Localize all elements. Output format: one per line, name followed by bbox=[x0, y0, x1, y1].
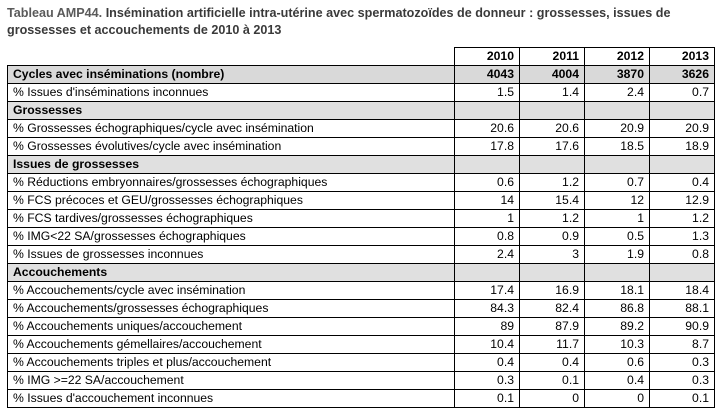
value-cell: 1.2 bbox=[520, 210, 585, 228]
value-cell: 0.1 bbox=[650, 390, 715, 408]
value-cell: 10.3 bbox=[585, 336, 650, 354]
table-row bbox=[8, 174, 715, 192]
value-cell: 0.7 bbox=[650, 84, 715, 102]
table-row bbox=[8, 120, 715, 138]
value-cell: 1.4 bbox=[520, 84, 585, 102]
value-cell: 0.8 bbox=[455, 228, 520, 246]
value-cell: 0.4 bbox=[585, 372, 650, 390]
value-cell: 10.4 bbox=[455, 336, 520, 354]
section-header-row bbox=[8, 156, 715, 174]
value-cell: 0.6 bbox=[455, 174, 520, 192]
value-cell: 1.2 bbox=[520, 174, 585, 192]
value-cell: 17.8 bbox=[455, 138, 520, 156]
value-cell: 11.7 bbox=[520, 336, 585, 354]
year-header-cell: 2010 bbox=[455, 48, 520, 66]
value-cell bbox=[585, 156, 650, 174]
row-label-cell: % IMG >=22 SA/accouchement bbox=[8, 372, 455, 390]
table-row bbox=[8, 318, 715, 336]
value-cell: 18.4 bbox=[650, 282, 715, 300]
data-table bbox=[7, 47, 715, 408]
value-cell: 18.9 bbox=[650, 138, 715, 156]
table-row bbox=[8, 354, 715, 372]
table-row bbox=[8, 228, 715, 246]
value-cell: 4043 bbox=[455, 66, 520, 84]
value-cell: 20.9 bbox=[585, 120, 650, 138]
value-cell bbox=[650, 264, 715, 282]
table-row bbox=[8, 372, 715, 390]
table-row bbox=[8, 192, 715, 210]
value-cell: 20.6 bbox=[520, 120, 585, 138]
row-label-cell: % IMG<22 SA/grossesses échographiques bbox=[8, 228, 455, 246]
value-cell: 0.4 bbox=[455, 354, 520, 372]
value-cell: 0.3 bbox=[650, 354, 715, 372]
value-cell bbox=[520, 264, 585, 282]
value-cell: 0 bbox=[585, 390, 650, 408]
value-cell: 20.9 bbox=[650, 120, 715, 138]
value-cell bbox=[455, 264, 520, 282]
value-cell: 20.6 bbox=[455, 120, 520, 138]
row-label-cell: Accouchements bbox=[8, 264, 455, 282]
value-cell: 1.3 bbox=[650, 228, 715, 246]
value-cell: 0.1 bbox=[520, 372, 585, 390]
value-cell: 0.1 bbox=[455, 390, 520, 408]
table-row bbox=[8, 390, 715, 408]
row-label-cell: Cycles avec inséminations (nombre) bbox=[8, 66, 455, 84]
value-cell: 0.4 bbox=[520, 354, 585, 372]
value-cell: 0.6 bbox=[585, 354, 650, 372]
value-cell bbox=[520, 102, 585, 120]
value-cell: 15.4 bbox=[520, 192, 585, 210]
row-label-cell: % Issues de grossesses inconnues bbox=[8, 246, 455, 264]
header-blank-cell bbox=[8, 48, 455, 66]
year-header-cell: 2012 bbox=[585, 48, 650, 66]
value-cell: 0.4 bbox=[650, 174, 715, 192]
value-cell: 1.9 bbox=[585, 246, 650, 264]
year-header-cell: 2011 bbox=[520, 48, 585, 66]
value-cell: 1.2 bbox=[650, 210, 715, 228]
value-cell: 3626 bbox=[650, 66, 715, 84]
table-row bbox=[8, 282, 715, 300]
value-cell bbox=[455, 102, 520, 120]
value-cell: 82.4 bbox=[520, 300, 585, 318]
value-cell: 87.9 bbox=[520, 318, 585, 336]
value-cell bbox=[455, 156, 520, 174]
value-cell bbox=[585, 264, 650, 282]
value-cell: 0.8 bbox=[650, 246, 715, 264]
value-cell: 14 bbox=[455, 192, 520, 210]
row-label-cell: % Accouchements/cycle avec insémination bbox=[8, 282, 455, 300]
section-header-row bbox=[8, 102, 715, 120]
value-cell: 16.9 bbox=[520, 282, 585, 300]
value-cell: 89.2 bbox=[585, 318, 650, 336]
row-label-cell: % Accouchements/grossesses échographiques bbox=[8, 300, 455, 318]
table-row bbox=[8, 138, 715, 156]
row-label-cell: Grossesses bbox=[8, 102, 455, 120]
table-row bbox=[8, 210, 715, 228]
value-cell: 84.3 bbox=[455, 300, 520, 318]
value-cell: 4004 bbox=[520, 66, 585, 84]
value-cell: 3870 bbox=[585, 66, 650, 84]
value-cell: 18.5 bbox=[585, 138, 650, 156]
table-row bbox=[8, 246, 715, 264]
row-label-cell: % Grossesses évolutives/cycle avec insémination bbox=[8, 138, 455, 156]
value-cell: 2.4 bbox=[585, 84, 650, 102]
table-row bbox=[8, 336, 715, 354]
value-cell: 0.7 bbox=[585, 174, 650, 192]
value-cell: 0.9 bbox=[520, 228, 585, 246]
table-row bbox=[8, 84, 715, 102]
table-caption bbox=[7, 5, 719, 39]
value-cell: 89 bbox=[455, 318, 520, 336]
value-cell: 0.5 bbox=[585, 228, 650, 246]
row-label-cell: % Accouchements triples et plus/accouchement bbox=[8, 354, 455, 372]
row-label-cell: % Accouchements uniques/accouchement bbox=[8, 318, 455, 336]
table-body bbox=[8, 48, 715, 408]
value-cell: 12.9 bbox=[650, 192, 715, 210]
row-label-cell: % Accouchements gémellaires/accouchement bbox=[8, 336, 455, 354]
value-cell: 3 bbox=[520, 246, 585, 264]
value-cell bbox=[650, 102, 715, 120]
main-row bbox=[8, 66, 715, 84]
value-cell bbox=[650, 156, 715, 174]
value-cell: 88.1 bbox=[650, 300, 715, 318]
row-label-cell: % Issues d'accouchement inconnues bbox=[8, 390, 455, 408]
row-label-cell: % Réductions embryonnaires/grossesses échographiques bbox=[8, 174, 455, 192]
row-label-cell: % Issues d'inséminations inconnues bbox=[8, 84, 455, 102]
header-row bbox=[8, 48, 715, 66]
value-cell: 86.8 bbox=[585, 300, 650, 318]
value-cell: 90.9 bbox=[650, 318, 715, 336]
value-cell: 8.7 bbox=[650, 336, 715, 354]
value-cell: 0.3 bbox=[650, 372, 715, 390]
value-cell: 0 bbox=[520, 390, 585, 408]
value-cell: 1 bbox=[585, 210, 650, 228]
row-label-cell: % FCS tardives/grossesses échographiques bbox=[8, 210, 455, 228]
row-label-cell: % FCS précoces et GEU/grossesses échographiques bbox=[8, 192, 455, 210]
value-cell: 0.3 bbox=[455, 372, 520, 390]
year-header-cell: 2013 bbox=[650, 48, 715, 66]
value-cell: 17.6 bbox=[520, 138, 585, 156]
table-id: Tableau AMP44. bbox=[7, 6, 103, 20]
value-cell: 1 bbox=[455, 210, 520, 228]
section-header-row bbox=[8, 264, 715, 282]
value-cell: 12 bbox=[585, 192, 650, 210]
table-title: Insémination artificielle intra-utérine avec spermatozoïdes de donneur : grossesses, issues de grossesses et accouchements de 2010 à 2013 bbox=[7, 6, 671, 37]
row-label-cell: Issues de grossesses bbox=[8, 156, 455, 174]
value-cell bbox=[520, 156, 585, 174]
value-cell: 18.1 bbox=[585, 282, 650, 300]
value-cell bbox=[585, 102, 650, 120]
value-cell: 17.4 bbox=[455, 282, 520, 300]
value-cell: 2.4 bbox=[455, 246, 520, 264]
value-cell: 1.5 bbox=[455, 84, 520, 102]
row-label-cell: % Grossesses échographiques/cycle avec insémination bbox=[8, 120, 455, 138]
table-row bbox=[8, 300, 715, 318]
